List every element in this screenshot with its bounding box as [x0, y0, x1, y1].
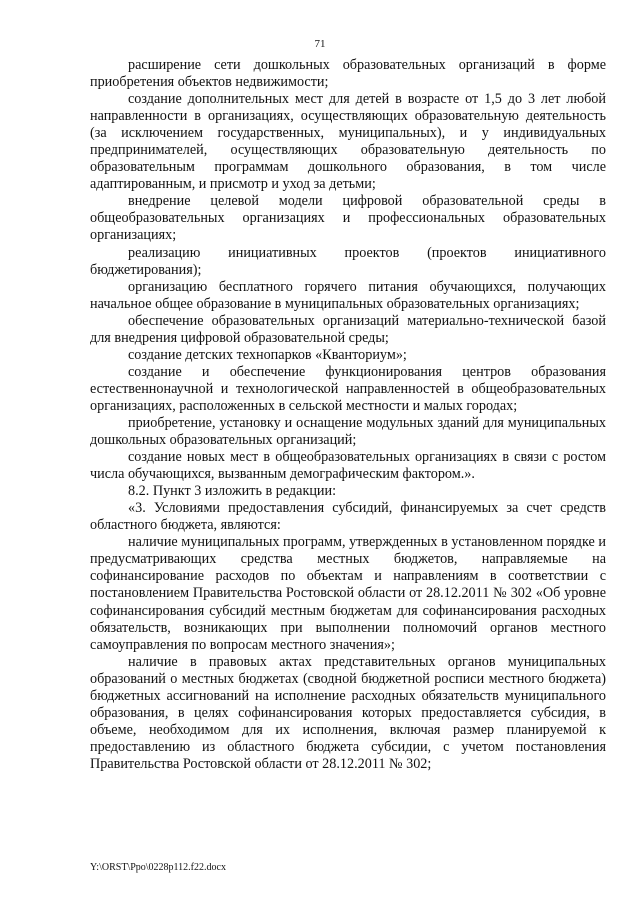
paragraph-material-base: обеспечение образовательных организаций материально-технической базой для внедрения цифровой образовательной среды;	[90, 312, 606, 346]
paragraph-initiative-projects: реализацию инициативных проектов (проектов инициативного бюджетирования);	[90, 244, 606, 278]
paragraph-kvantorium: создание детских технопарков «Кванториум»;	[128, 346, 407, 363]
paragraph-clause-3-conditions: «3. Условиями предоставления субсидий, финансируемых за счет средств областного бюджета, являются:	[90, 500, 606, 534]
paragraph-additional-places: создание дополнительных мест для детей в возрасте от 1,5 до 3 лет любой направленности в организациях, осуществляющих образовательную деятельность (за исключением государственных, муниципальных), и у индивидуальных предпринимателей, осуществляющих образовательную деятельность по образовательным программам дошкольного образования, в том числе адаптированным, и присмотр и уход за детьми;	[90, 91, 606, 193]
paragraph-preschool-expansion: расширение сети дошкольных образовательных организаций в форме приобретения объектов недвижимости;	[90, 57, 606, 91]
paragraph-hot-meals: организацию бесплатного горячего питания обучающихся, получающих начальное общее образование в муниципальных образовательных организациях;	[90, 278, 606, 312]
paragraph-municipal-programs: наличие муниципальных программ, утвержденных в установленном порядке и предусматривающих средства местных бюджетов, направляемые на софинансирование расходов по объектам и направлениям в соответствии с постановлением Правительства Ростовской области от 28.12.2011 № 302 «Об уровне софинансирования субсидий местным бюджетам для софинансирования расходных обязательств, возникающих при выполнении полномочий органов местного самоуправления по вопросам местного значения»;	[90, 534, 606, 653]
paragraph-education-centers: создание и обеспечение функционирования центров образования естественнонаучной и технологической направленностей в общеобразовательных организациях, расположенных в сельской местности и малых городах;	[90, 363, 606, 414]
paragraph-modular-buildings: приобретение, установку и оснащение модульных зданий для муниципальных дошкольных образовательных организаций;	[90, 414, 606, 449]
footer-file-path: Y:\ORST\Ppo\0228p112.f22.docx	[90, 862, 226, 873]
paragraph-new-places: создание новых мест в общеобразовательных организациях в связи с ростом числа обучающихся, вызванным демографическим фактором.».	[90, 449, 606, 483]
paragraph-clause-8-2: 8.2. Пункт 3 изложить в редакции:	[128, 483, 337, 500]
paragraph-digital-environment-model: внедрение целевой модели цифровой образовательной среды в общеобразовательных организациях и профессиональных образовательных организациях;	[90, 193, 606, 244]
document-body	[90, 57, 606, 773]
paragraph-budget-allocations: наличие в правовых актах представительных органов муниципальных образований о местных бюджетах (сводной бюджетной росписи местного бюджета) бюджетных ассигнований на исполнение расходных обязательств муниципального образования, в целях софинансирования которых предоставляется субсидия, в объеме, необходимом для их исполнения, включая размер планируемой к предоставлению из областного бюджета субсидии, с учетом постановления Правительства Ростовской области от 28.12.2011 № 302;	[90, 653, 606, 772]
page-number: 71	[314, 38, 326, 50]
